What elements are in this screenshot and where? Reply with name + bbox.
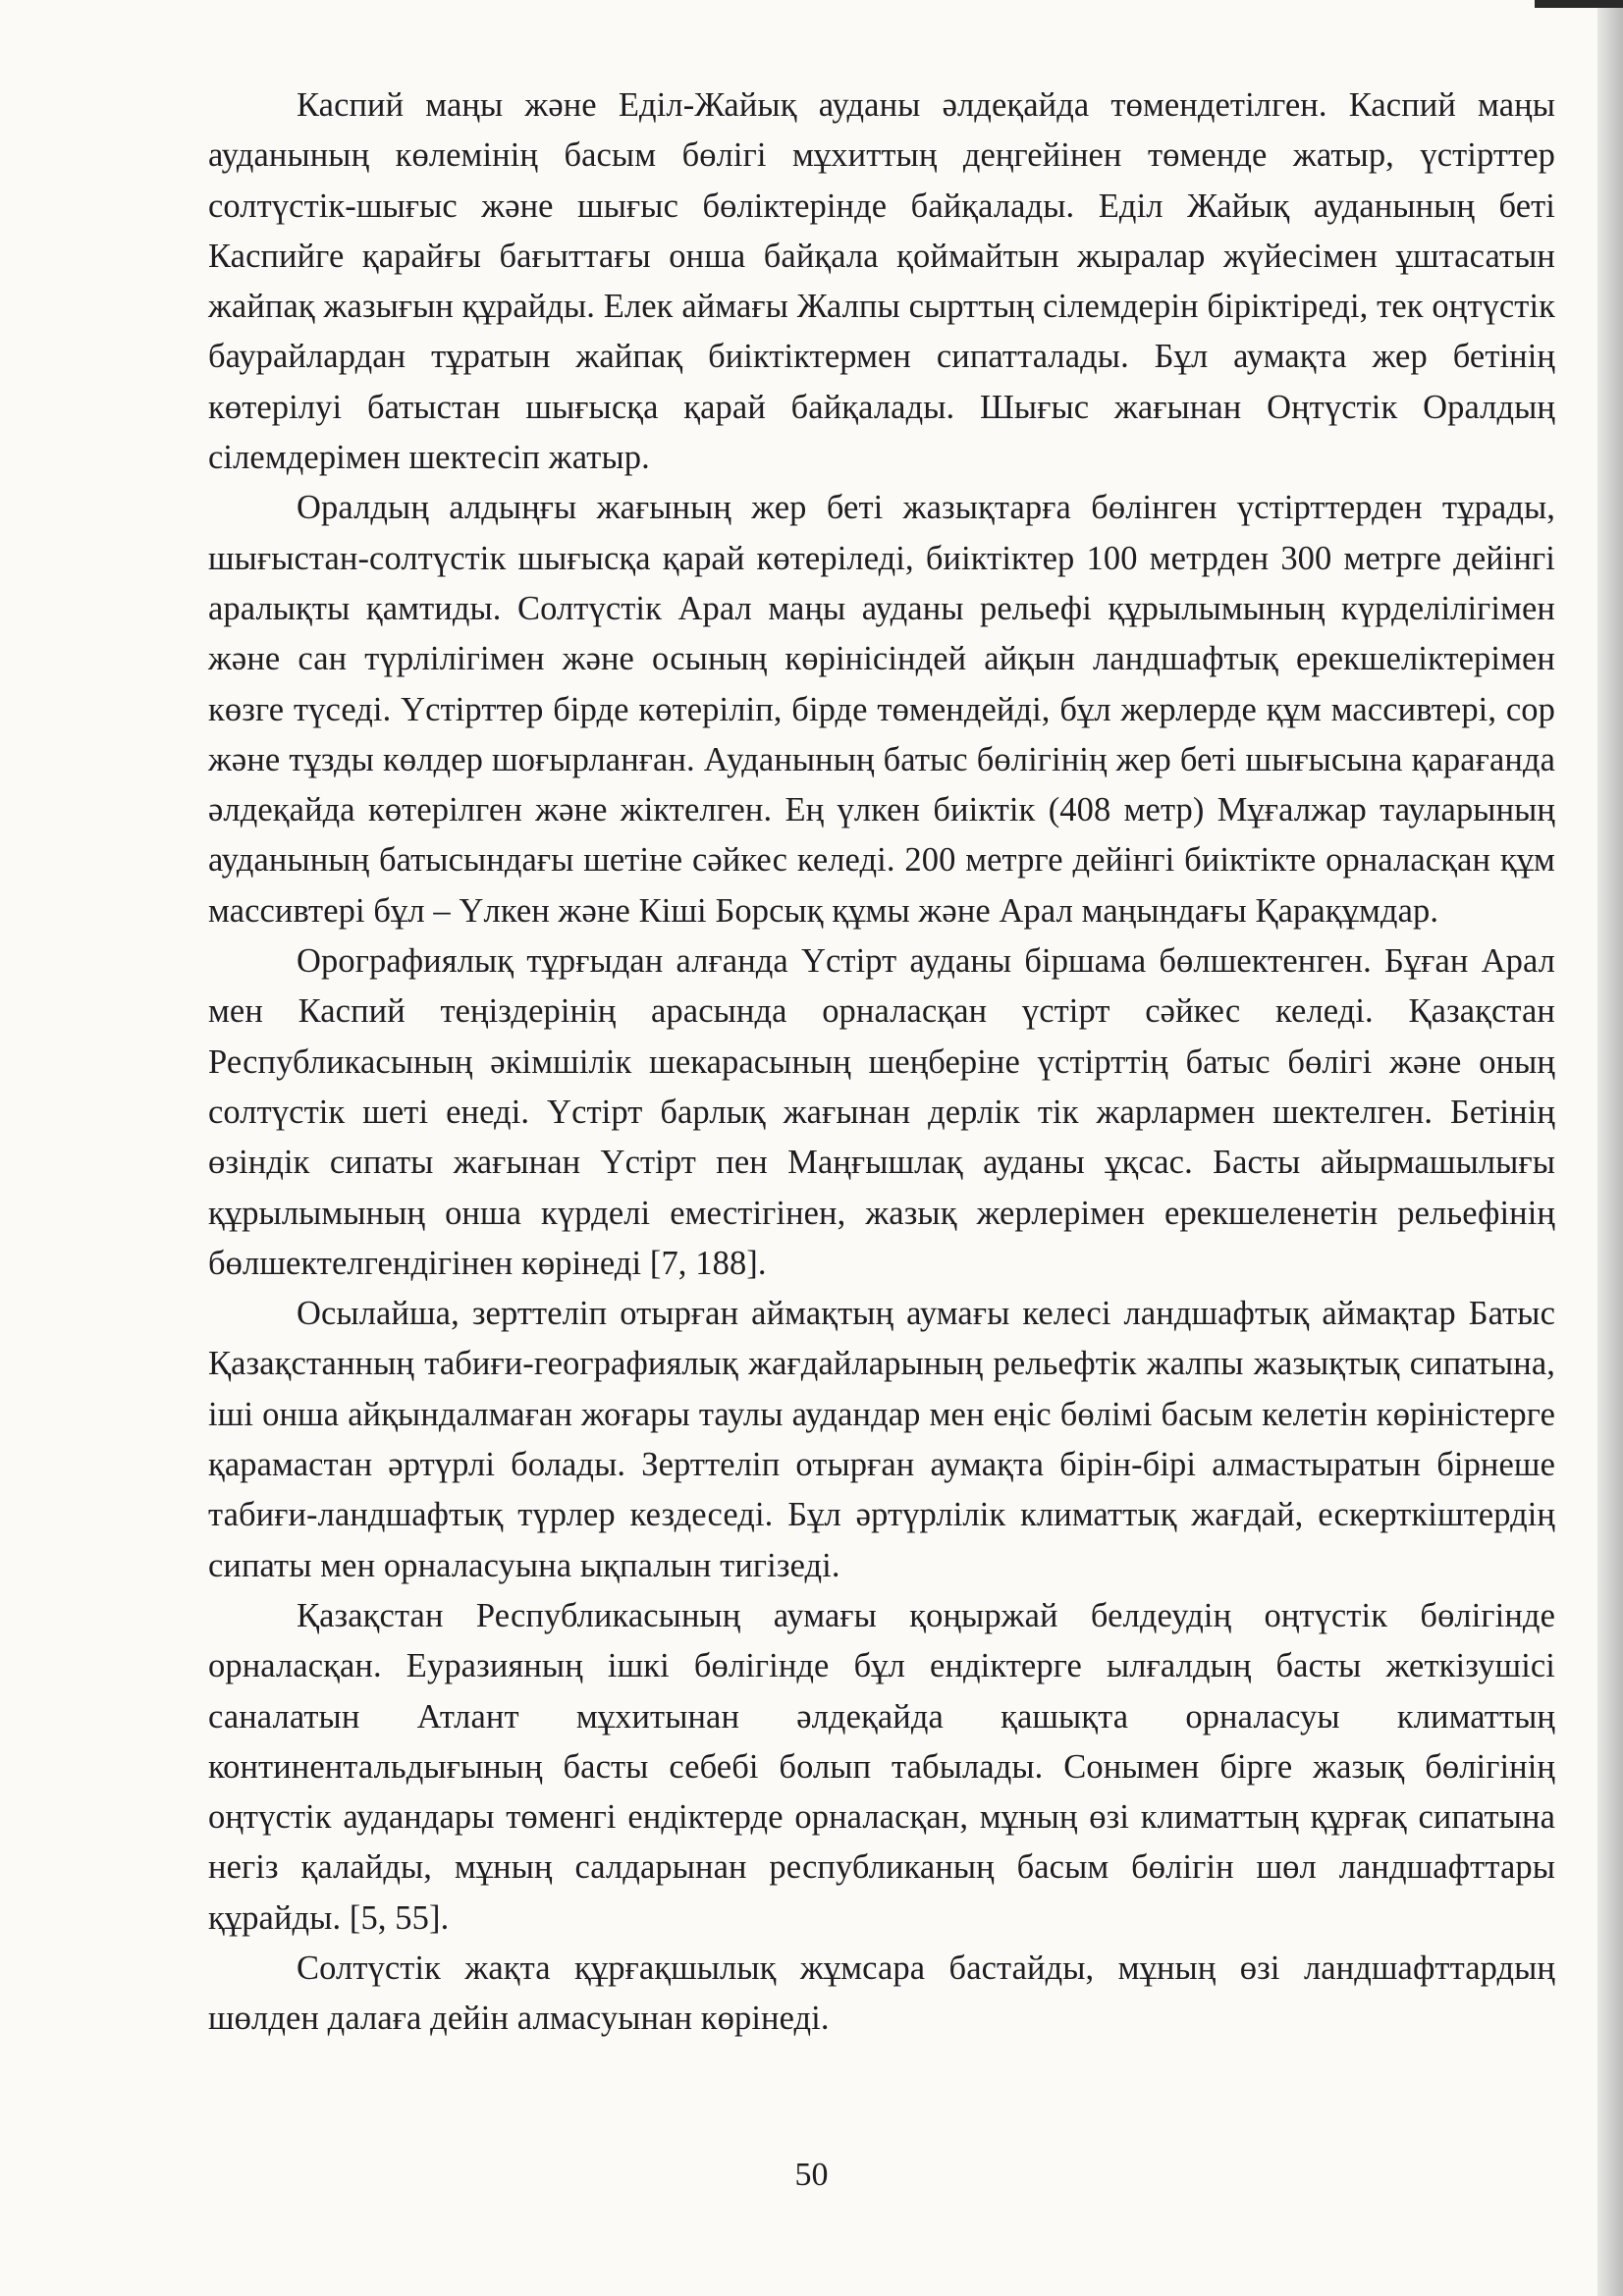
document-body (208, 80, 1555, 2045)
page-corner-mark (1535, 0, 1623, 8)
paragraph-climate: Қазақстан Республикасының аумағы қоңыржай белдеудің оңтүстік бөлігінде орналасқан. Еуразияның ішкі бөлігінде бұл ендіктерге ылғалдың басты жеткізушісі саналатын Атлант мұхитынан әлдеқайда қашықта орналасуы климаттың континентальдығының басты себебі болып табылады. Сонымен бірге жазық бөлігінің оңтүстік аудандары төменгі ендіктерде орналасқан, мұның өзі климаттың құрғақ сипатына негіз қалайды, мұның салдарынан республиканың басым бөлігін шөл ландшафттары құрайды. [5, 55]. (208, 1596, 1555, 1937)
page-edge-shadow (1597, 0, 1623, 2296)
page-number: 50 (794, 2157, 829, 2193)
paragraph-ustyurt: Орографиялық тұрғыдан алғанда Үстірт ауданы біршама бөлшектенген. Бұған Арал мен Каспий теңіздерінің арасында орналасқан үстірт сәйкес келеді. Қазақстан Республикасының әкімшілік шекарасының шеңберіне үстірттің батыс бөлігі және оның солтүстік шеті енеді. Үстірт барлық жағынан дерлік тік жарлармен шектелген. Бетінің өзіндік сипаты жағынан Үстірт пен Маңғышлақ ауданы ұқсас. Басты айырмашылығы құрылымының онша күрделі еместігінен, жазық жерлерімен ерекшеленетін рельефінің бөлшектелгендігінен көрінеді [7, 188]. (208, 942, 1555, 1282)
paragraph-ural-foreland: Оралдың алдыңғы жағының жер беті жазықтарға бөлінген үстірттерден тұрады, шығыстан-солтүстік шығысқа қарай көтеріледі, биіктіктер 100 метрден 300 метрге дейінгі аралықты қамтиды. Солтүстік Арал маңы ауданы рельефі құрылымының күрделілігімен және сан түрлілігімен және осының көрінісіндей айқын ландшафтық ерекшеліктерімен көзге түседі. Үстірттер бірде көтеріліп, бірде төмендейді, бұл жерлерде құм массивтері, сор және тұзды көлдер шоғырланған. Ауданының батыс бөлігінің жер беті шығысына қарағанда әлдеқайда көтерілген және жіктелген. Ең үлкен биіктік (408 метр) Мұғалжар тауларының ауданының батысындағы шетіне сәйкес келеді. 200 метрге дейінгі биіктікте орналасқан құм массивтері бұл – Үлкен және Кіші Борсық құмы және Арал маңындағы Қарақұмдар. (208, 489, 1555, 930)
paragraph-caspian: Каспий маңы және Еділ-Жайық ауданы әлдеқайда төмендетілген. Каспий маңы ауданының көлемінің басым бөлігі мұхиттың деңгейінен төменде жатыр, үстірттер солтүстік-шығыс және шығыс бөліктерінде байқалады. Еділ Жайық ауданының беті Каспийге қарайғы бағыттағы онша байқала қоймайтын жыралар жүйесімен ұштасатын жайпақ жазығын құрайды. Елек аймағы Жалпы сырттың сілемдерін біріктіреді, тек оңтүстік баурайлардан тұратын жайпақ биіктіктермен сипатталады. Бұл аумақта жер бетінің көтерілуі батыстан шығысқа қарай байқалады. Шығыс жағынан Оңтүстік Оралдың сілемдерімен шектесіп жатыр. (208, 86, 1555, 477)
paragraph-landscape-regions: Осылайша, зерттеліп отырған аймақтың аумағы келесі ландшафтық аймақтар Батыс Қазақстанның табиғи-географиялық жағдайларының рельефтік жалпы жазықтық сипатына, іші онша айқындалмаған жоғары таулы аудандар мен еңіс бөлімі басым келетін көріністерге қарамастан әртүрлі болады. Зерттеліп отырған аумақта бірін-бірі алмастыратын бірнеше табиғи-ландшафтық түрлер кездеседі. Бұл әртүрлілік климаттық жағдай, ескерткіштердің сипаты мен орналасуына ықпалын тигізеді. (208, 1295, 1555, 1584)
paragraph-north-aridity: Солтүстік жақта құрғақшылық жұмсара бастайды, мұның өзі ландшафттардың шөлден далаға дейін алмасуынан көрінеді. (208, 1949, 1555, 2038)
